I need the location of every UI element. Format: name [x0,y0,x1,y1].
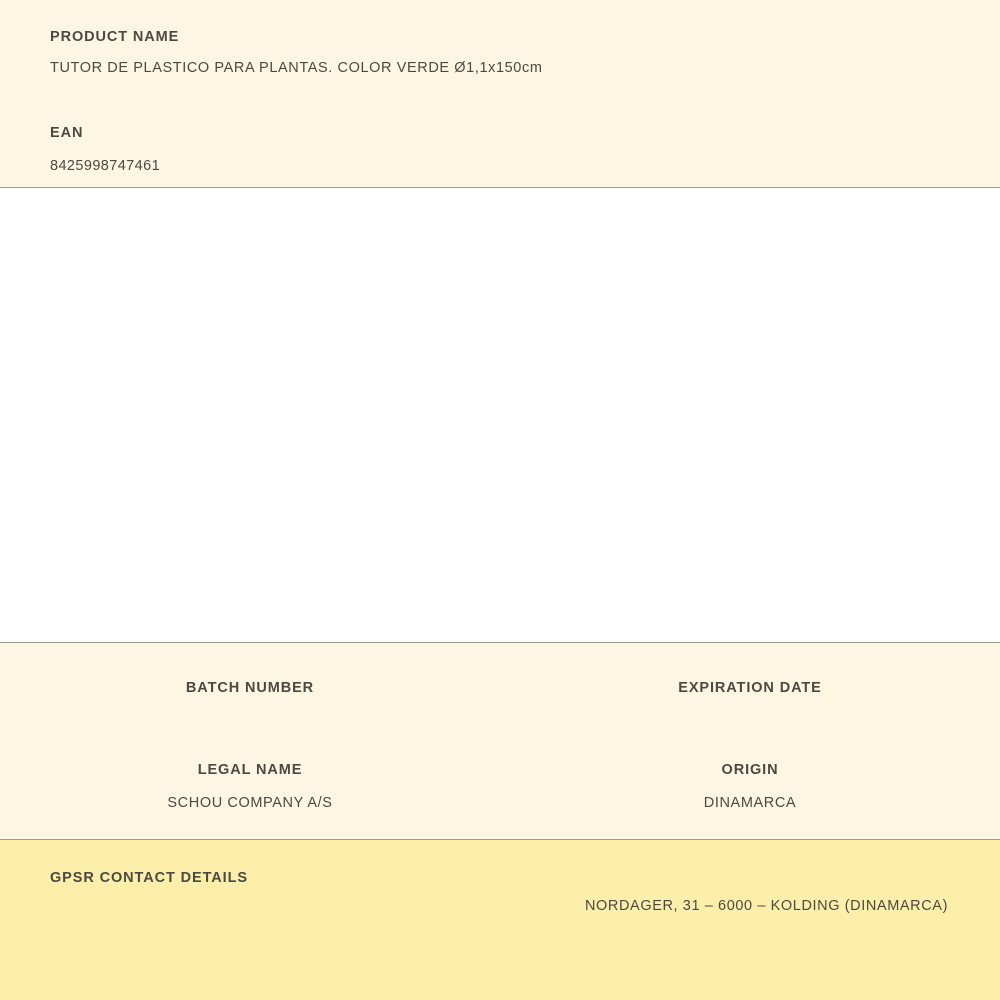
gpsr-contact-label: GPSR CONTACT DETAILS [50,870,248,886]
batch-details-section [0,643,1000,840]
origin-value: DINAMARCA [703,794,797,811]
legal-name-value: SCHOU COMPANY A/S [167,794,333,811]
product-header-section [0,0,1000,188]
origin-label: ORIGIN [721,762,779,779]
batch-number-label: BATCH NUMBER [185,680,315,696]
product-name-value: TUTOR DE PLASTICO PARA PLANTAS. COLOR VERDE Ø1,1x150cm [50,60,543,77]
legal-name-field [0,760,500,813]
origin-field [500,760,1000,813]
ean-value: 8425998747461 [50,157,161,174]
expiration-date-field [500,678,1000,698]
gpsr-contact-section [0,840,1000,1000]
ean-label: EAN [50,124,84,141]
legal-name-label: LEGAL NAME [197,762,303,779]
batch-number-field [0,678,500,698]
gpsr-contact-address: NORDAGER, 31 – 6000 – KOLDING (DINAMARCA) [584,898,948,914]
product-image-area [0,188,1000,643]
batch-row [0,678,1000,698]
expiration-date-label: EXPIRATION DATE [678,680,822,696]
product-name-label: PRODUCT NAME [50,29,180,45]
legal-row [0,760,1000,813]
